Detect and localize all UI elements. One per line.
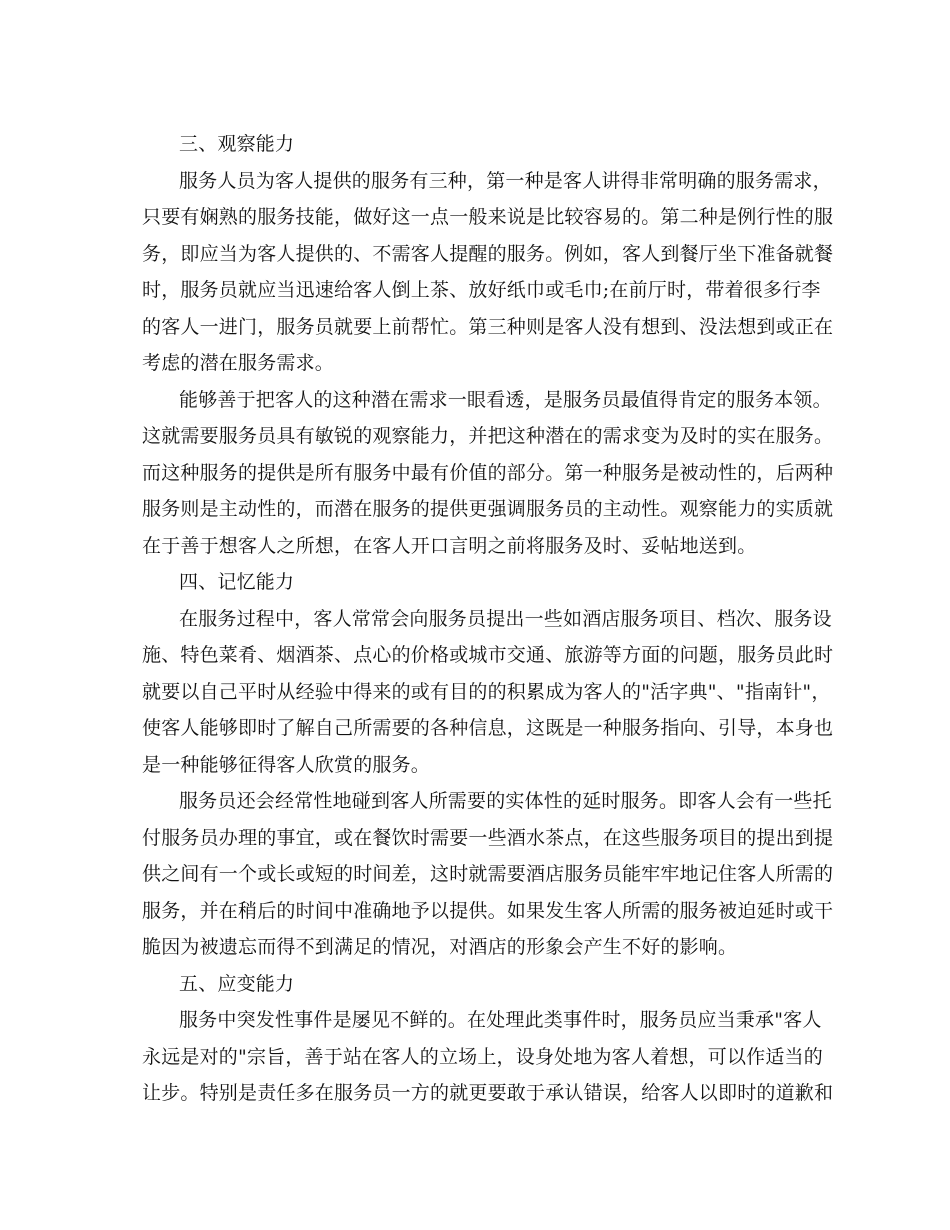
text-line: 考虑的潜在服务需求。 [142, 352, 335, 374]
text-line: 付服务员办理的事宜，或在餐饮时需要一些酒水茶点，在这些服务项目的提出到提 [142, 826, 834, 849]
text-line: 服务员还会经常性地碰到客人所需要的实体性的延时服务。即客人会有一些托 [179, 790, 832, 812]
text-line: 五、应变能力 [179, 972, 295, 995]
text-line: 务，即应当为客人提供的、不需客人提醒的服务。例如，客人到餐厅坐下准备就餐 [142, 242, 834, 265]
text-line: 就要以自己平时从经验中得来的或有目的的积累成为客人的"活字典"、"指南针"， [142, 680, 831, 703]
text-line: 使客人能够即时了解自己所需要的各种信息，这既是一种服务指向、引导，本身也 [142, 717, 834, 739]
document-body [142, 126, 834, 1112]
text-line: 施、特色菜肴、烟酒茶、点心的价格或城市交通、旅游等方面的问题，服务员此时 [142, 644, 834, 666]
text-line: 三、观察能力 [179, 133, 295, 155]
text-line: 让步。特别是责任多在服务员一方的就更要敢于承认错误，给客人以即时的道歉和 [142, 1082, 834, 1104]
text-line: 在服务过程中，客人常常会向服务员提出一些如酒店服务项目、档次、服务设 [179, 607, 832, 630]
text-line: 服务，并在稍后的时间中准确地予以提供。如果发生客人所需的服务被迫延时或干 [142, 899, 834, 922]
text-line: 永远是对的"宗旨，善于站在客人的立场上，设身处地为客人着想，可以作适当的 [142, 1045, 823, 1068]
text-line: 在于善于想客人之所想，在客人开口言明之前将服务及时、妥帖地送到。 [142, 534, 757, 557]
text-line: 这就需要服务员具有敏锐的观察能力，并把这种潜在的需求变为及时的实在服务。 [142, 425, 834, 447]
text-line: 服务中突发性事件是屡见不鲜的。在处理此类事件时，服务员应当秉承"客人 [179, 1009, 822, 1031]
text-line: 的客人一进门，服务员就要上前帮忙。第三种则是客人没有想到、没法想到或正在 [142, 315, 834, 338]
text-line: 脆因为被遗忘而得不到满足的情况，对酒店的形象会产生不好的影响。 [142, 936, 738, 958]
text-line: 是一种能够征得客人欣赏的服务。 [142, 753, 431, 776]
text-line: 四、记忆能力 [179, 571, 295, 593]
text-line: 只要有娴熟的服务技能，做好这一点一般来说是比较容易的。第二种是例行性的服 [142, 206, 834, 228]
text-line: 时，服务员就应当迅速给客人倒上茶、放好纸巾或毛巾;在前厅时，带着很多行李 [142, 279, 821, 301]
text-line: 而这种服务的提供是所有服务中最有价值的部分。第一种服务是被动性的，后两种 [142, 461, 834, 484]
text-line: 能够善于把客人的这种潜在需求一眼看透，是服务员最值得肯定的服务本领。 [179, 388, 832, 411]
text-line: 服务人员为客人提供的服务有三种，第一种是客人讲得非常明确的服务需求， [179, 169, 832, 192]
text-line: 供之间有一个或长或短的时间差，这时就需要酒店服务员能牢牢地记住客人所需的 [142, 863, 834, 885]
text-line: 服务则是主动性的，而潜在服务的提供更强调服务员的主动性。观察能力的实质就 [142, 498, 834, 520]
